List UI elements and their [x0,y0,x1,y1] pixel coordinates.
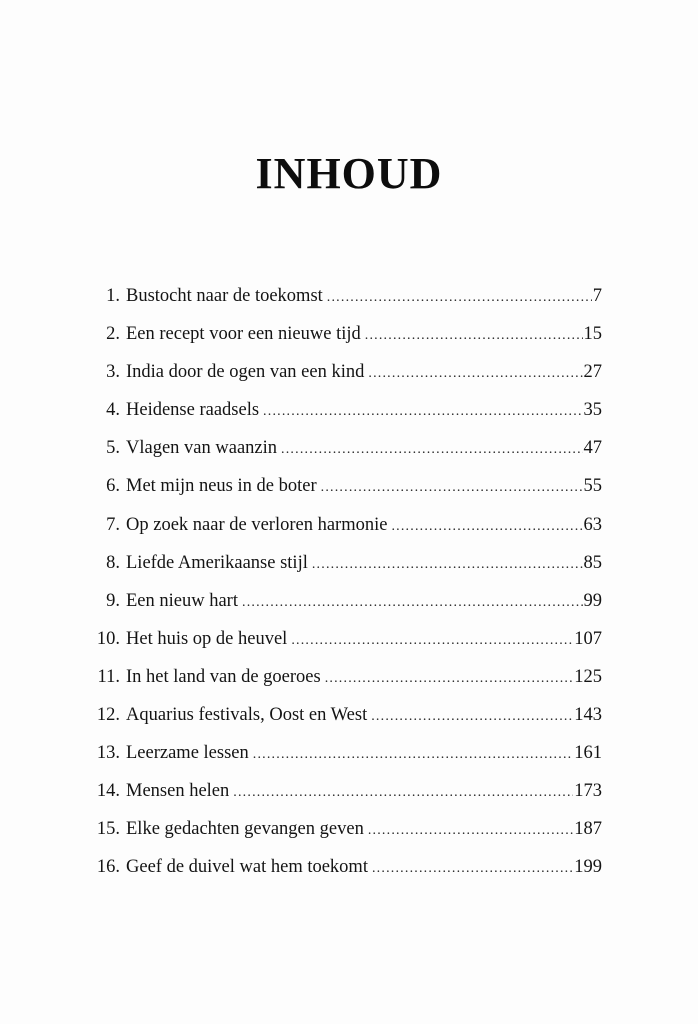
toc-entry [88,549,602,587]
chapter-title: Met mijn neus in de boter [126,476,317,497]
dot-leader [291,627,573,655]
page-number: 85 [583,552,602,573]
chapter-number: 3. [106,362,120,383]
toc-entry [88,511,602,549]
page-number: 161 [574,743,602,764]
dot-leader [321,474,583,502]
page-number: 199 [574,857,602,878]
dot-leader [281,436,582,464]
chapter-number: 10. [96,628,120,649]
chapter-title: Vlagen van waanzin [126,438,278,459]
toc-entry [88,663,602,701]
chapter-number: 4. [106,400,120,421]
page-number: 143 [574,705,602,726]
page-number: 7 [592,286,602,306]
page-title: INHOUD [255,149,443,198]
chapter-title: Leerzame lessen [126,743,249,764]
toc-entry [88,472,602,510]
chapter-number: 6. [106,476,120,497]
dot-leader [371,703,573,731]
toc-entry [88,396,602,434]
chapter-number: 16. [96,857,120,878]
toc-entry [88,320,602,358]
dot-leader [253,741,574,769]
chapter-number: 5. [106,438,120,459]
dot-leader [242,589,583,617]
toc-entry [88,815,602,853]
page-number: 173 [574,781,602,802]
chapter-title: In het land van de goeroes [126,666,321,687]
page-number: 187 [574,819,602,840]
chapter-number: 11. [97,666,120,687]
chapter-title: Op zoek naar de verloren harmonie [126,514,388,535]
toc-entry [88,739,602,777]
chapter-number: 14. [96,781,120,802]
chapter-title: Mensen helen [126,781,230,802]
chapter-title: Bustocht naar de toekomst [126,286,323,306]
chapter-number: 15. [96,819,120,840]
toc-entry [88,853,602,891]
chapter-title: Liefde Amerikaanse stijl [126,552,308,573]
chapter-title: India door de ogen van een kind [126,362,365,383]
dot-leader [368,817,573,845]
dot-leader [372,855,573,883]
chapter-title: Geef de duivel wat hem toekomt [126,857,368,878]
page-number: 55 [583,476,602,497]
toc-entry [88,587,602,625]
toc-entry [88,358,602,396]
chapter-title: Een nieuw hart [126,590,238,611]
dot-leader [327,284,592,312]
chapter-number: 8. [106,552,120,573]
chapter-number: 9. [106,590,120,611]
page-number: 99 [583,590,602,611]
chapter-number: 13. [96,743,120,764]
chapter-title: Een recept voor een nieuwe tijd [126,324,361,345]
page-number: 63 [583,514,602,535]
page-number: 35 [583,400,602,421]
dot-leader [263,398,582,426]
toc-entry [88,777,602,815]
table-of-contents [88,282,602,892]
dot-leader [365,322,583,350]
page-number: 47 [583,438,602,459]
page-number: 15 [583,324,602,345]
dot-leader [368,360,582,388]
toc-entry [88,625,602,663]
page-number: 107 [574,628,602,649]
chapter-number: 1. [106,286,120,306]
dot-leader [391,513,582,541]
chapter-title: Heidense raadsels [126,400,260,421]
chapter-number: 12. [96,705,120,726]
toc-entry [88,701,602,739]
chapter-number: 7. [106,514,120,535]
page-number: 125 [574,666,602,687]
toc-entry [88,282,602,320]
dot-leader [312,551,583,579]
toc-entry [88,434,602,472]
chapter-title: Het huis op de heuvel [126,628,288,649]
chapter-title: Elke gedachten gevangen geven [126,819,364,840]
dot-leader [325,665,574,693]
chapter-title: Aquarius festivals, Oost en West [126,705,368,726]
chapter-number: 2. [106,324,120,345]
dot-leader [233,779,573,807]
page-number: 27 [583,362,602,383]
